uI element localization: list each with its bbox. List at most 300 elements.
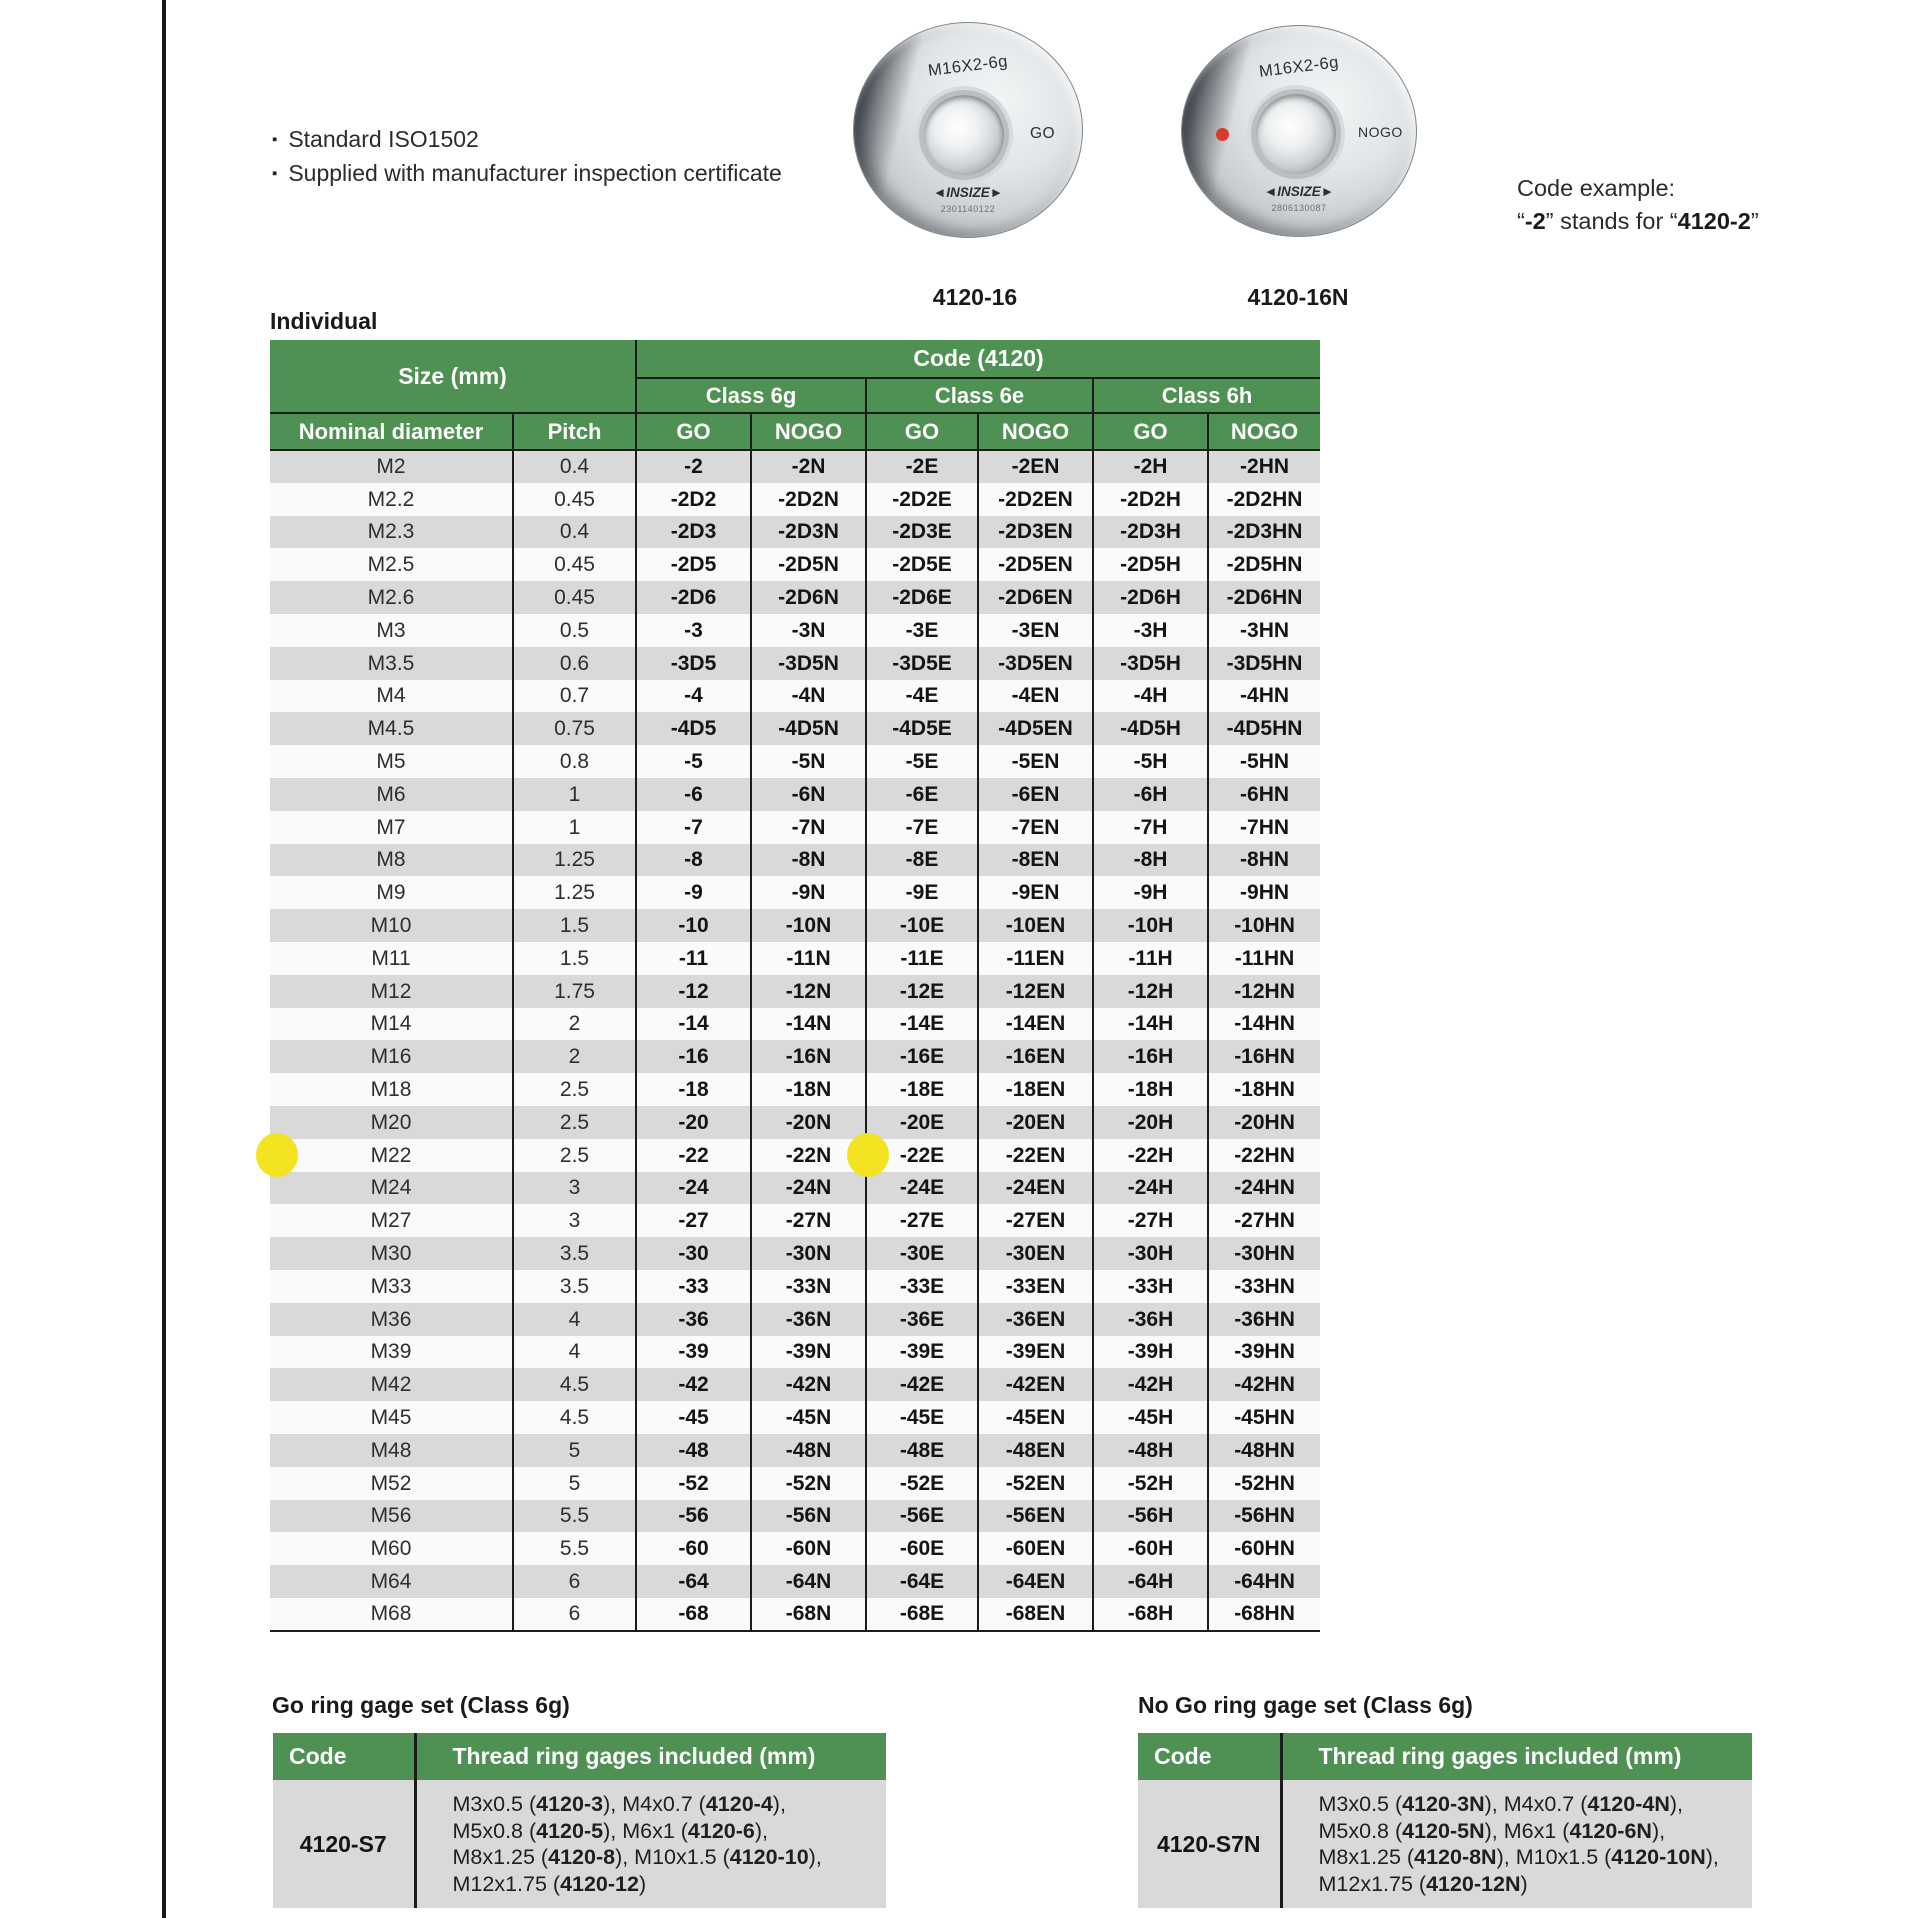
size-cell: M4: [376, 684, 406, 708]
pitch-cell: 5: [513, 1434, 636, 1467]
code-cell: -16EN: [978, 1040, 1093, 1073]
nogo-set-table: [1138, 1733, 1752, 1908]
nogo-set-gages: [1281, 1780, 1752, 1908]
code-cell: -39H: [1093, 1336, 1208, 1369]
pitch-cell: 1.25: [513, 876, 636, 909]
code-cell: -22HN: [1208, 1139, 1320, 1172]
ring-thread-hole: [1256, 94, 1336, 174]
code-cell: -30E: [866, 1237, 978, 1270]
code-cell: -33E: [866, 1270, 978, 1303]
code-cell: -52N: [751, 1467, 866, 1500]
insize-logo: ◄INSIZE►: [932, 185, 1004, 200]
code-cell: -42HN: [1208, 1368, 1320, 1401]
code-cell: -33N: [751, 1270, 866, 1303]
size-cell: M24: [370, 1176, 412, 1200]
table-row: [270, 745, 1320, 778]
code-cell: -10: [636, 909, 751, 942]
code-cell: -7H: [1093, 811, 1208, 844]
code-cell: -52HN: [1208, 1467, 1320, 1500]
code-cell: -68: [636, 1598, 751, 1631]
code-cell: -56HN: [1208, 1500, 1320, 1533]
code-cell: -56N: [751, 1500, 866, 1533]
size-cell: M22: [370, 1143, 412, 1167]
code-cell: -6H: [1093, 778, 1208, 811]
code-cell: -52H: [1093, 1467, 1208, 1500]
header-6h-go: GO: [1093, 413, 1208, 450]
pitch-cell: 3: [513, 1204, 636, 1237]
code-cell: -4EN: [978, 680, 1093, 713]
code-cell: -52EN: [978, 1467, 1093, 1500]
code-cell: -3D5: [636, 647, 751, 680]
code-cell: -60: [636, 1532, 751, 1565]
ring-serial-number: 2806130087: [1271, 203, 1327, 213]
code-cell: -64E: [866, 1565, 978, 1598]
thread-ring-gage-table: [270, 340, 1320, 1632]
code-cell: -60E: [866, 1532, 978, 1565]
code-cell: -18EN: [978, 1073, 1093, 1106]
pitch-cell: 4.5: [513, 1368, 636, 1401]
pitch-cell: 3.5: [513, 1237, 636, 1270]
size-cell: M16: [370, 1045, 412, 1069]
header-pitch: Pitch: [513, 413, 636, 450]
highlight-dot-m22-row: [256, 1133, 298, 1177]
code-cell: -52: [636, 1467, 751, 1500]
nogo-set-code: 4120-S7N: [1138, 1780, 1281, 1908]
code-cell: -60EN: [978, 1532, 1093, 1565]
code-cell: -4D5H: [1093, 712, 1208, 745]
pitch-cell: 0.4: [513, 450, 636, 483]
pitch-cell: 0.7: [513, 680, 636, 713]
code-cell: -60HN: [1208, 1532, 1320, 1565]
code-cell: -11H: [1093, 942, 1208, 975]
ring-serial-number: 2301140122: [940, 204, 996, 214]
pitch-cell: 1.75: [513, 975, 636, 1008]
code-cell: -4H: [1093, 680, 1208, 713]
code-cell: -48: [636, 1434, 751, 1467]
code-cell: -5EN: [978, 745, 1093, 778]
code-cell: -4HN: [1208, 680, 1320, 713]
code-cell: -24E: [866, 1172, 978, 1205]
code-cell: -18: [636, 1073, 751, 1106]
code-cell: -8H: [1093, 844, 1208, 877]
bullet-square-icon: ▪: [272, 165, 278, 182]
table-row: [270, 450, 1320, 483]
size-cell: M60: [370, 1537, 412, 1561]
code-cell: -3N: [751, 614, 866, 647]
code-cell: -10N: [751, 909, 866, 942]
size-cell: M39: [370, 1340, 412, 1364]
code-cell: -27EN: [978, 1204, 1093, 1237]
pitch-cell: 6: [513, 1598, 636, 1631]
pitch-cell: 4: [513, 1336, 636, 1369]
code-cell: -64EN: [978, 1565, 1093, 1598]
header-class-6e: Class 6e: [866, 378, 1093, 413]
size-cell: M2.2: [367, 487, 415, 511]
bullet-standard-text: Standard ISO1502: [288, 126, 479, 152]
code-cell: -2D5E: [866, 548, 978, 581]
code-cell: -2D6: [636, 581, 751, 614]
nogo-set-header-list: Thread ring gages included (mm): [1281, 1733, 1752, 1780]
size-cell: M27: [370, 1209, 412, 1233]
code-cell: -68EN: [978, 1598, 1093, 1631]
table-row: [270, 1040, 1320, 1073]
size-cell: M20: [370, 1110, 412, 1134]
code-cell: -24H: [1093, 1172, 1208, 1205]
table-header: [270, 340, 1320, 450]
code-cell: -16H: [1093, 1040, 1208, 1073]
code-cell: -27H: [1093, 1204, 1208, 1237]
pitch-cell: 6: [513, 1565, 636, 1598]
code-cell: -16E: [866, 1040, 978, 1073]
pitch-cell: 4: [513, 1303, 636, 1336]
bullet-standard: [272, 124, 782, 158]
gage-list-line: M3x0.5 (4120-3), M4x0.7 (4120-4),: [452, 1792, 786, 1816]
bullet-square-icon: ▪: [272, 131, 278, 148]
go-set-title: Go ring gage set (Class 6g): [272, 1692, 570, 1718]
header-6g-nogo: NOGO: [751, 413, 866, 450]
code-cell: -4D5N: [751, 712, 866, 745]
code-cell: -2HN: [1208, 450, 1320, 483]
size-cell: M6: [376, 782, 406, 806]
size-cell: M56: [370, 1504, 412, 1528]
code-cell: -33HN: [1208, 1270, 1320, 1303]
code-cell: -20HN: [1208, 1106, 1320, 1139]
code-cell: -9H: [1093, 876, 1208, 909]
ring-size-marking: M16X2-6g: [927, 52, 1009, 80]
code-cell: -5: [636, 745, 751, 778]
size-cell: M5: [376, 750, 406, 774]
nogo-red-dot: [1216, 128, 1229, 141]
code-cell: -8E: [866, 844, 978, 877]
code-cell: -9E: [866, 876, 978, 909]
table-row: [270, 516, 1320, 549]
code-cell: -18N: [751, 1073, 866, 1106]
table-row: [270, 1172, 1320, 1205]
code-cell: -36N: [751, 1303, 866, 1336]
code-cell: -2D5: [636, 548, 751, 581]
code-cell: -36E: [866, 1303, 978, 1336]
code-cell: -11E: [866, 942, 978, 975]
header-class-6h: Class 6h: [1093, 378, 1320, 413]
pitch-cell: 1: [513, 778, 636, 811]
table-row: [270, 942, 1320, 975]
code-cell: -36EN: [978, 1303, 1093, 1336]
code-cell: -2D3H: [1093, 516, 1208, 549]
code-cell: -52E: [866, 1467, 978, 1500]
code-cell: -39: [636, 1336, 751, 1369]
go-set-table: [273, 1733, 886, 1908]
code-cell: -3D5EN: [978, 647, 1093, 680]
code-cell: -30EN: [978, 1237, 1093, 1270]
code-cell: -68N: [751, 1598, 866, 1631]
code-cell: -2D6EN: [978, 581, 1093, 614]
feature-bullets: [272, 124, 782, 192]
code-cell: -22: [636, 1139, 751, 1172]
header-6e-go: GO: [866, 413, 978, 450]
code-cell: -48EN: [978, 1434, 1093, 1467]
size-cell: M11: [371, 946, 411, 970]
code-cell: -10EN: [978, 909, 1093, 942]
code-cell: -39HN: [1208, 1336, 1320, 1369]
size-cell: M2.5: [367, 553, 415, 577]
pitch-cell: 1.25: [513, 844, 636, 877]
code-cell: -27: [636, 1204, 751, 1237]
code-cell: -2D2E: [866, 483, 978, 516]
code-cell: -56E: [866, 1500, 978, 1533]
code-cell: -48H: [1093, 1434, 1208, 1467]
code-cell: -45E: [866, 1401, 978, 1434]
pitch-cell: 0.6: [513, 647, 636, 680]
table-row: [270, 909, 1320, 942]
code-cell: -3D5H: [1093, 647, 1208, 680]
code-cell: -20E: [866, 1106, 978, 1139]
code-example-title: Code example:: [1517, 175, 1676, 201]
code-cell: -45N: [751, 1401, 866, 1434]
size-cell: M4.5: [367, 717, 415, 741]
header-6g-go: GO: [636, 413, 751, 450]
size-cell: M48: [370, 1438, 412, 1462]
code-cell: -42E: [866, 1368, 978, 1401]
gage-list-line: M5x0.8 (4120-5N), M6x1 (4120-6N),: [1318, 1818, 1666, 1843]
table-row: [270, 1368, 1320, 1401]
code-cell: -20: [636, 1106, 751, 1139]
size-cell: M64: [370, 1569, 412, 1593]
code-cell: -36HN: [1208, 1303, 1320, 1336]
code-cell: -24EN: [978, 1172, 1093, 1205]
code-cell: -4E: [866, 680, 978, 713]
code-cell: -20EN: [978, 1106, 1093, 1139]
code-cell: -64N: [751, 1565, 866, 1598]
code-cell: -2D5H: [1093, 548, 1208, 581]
table-row: [270, 811, 1320, 844]
code-cell: -22E: [866, 1139, 978, 1172]
size-cell: M36: [370, 1307, 412, 1331]
code-cell: -7E: [866, 811, 978, 844]
code-cell: -6E: [866, 778, 978, 811]
code-cell: -12HN: [1208, 975, 1320, 1008]
table-row: [270, 1434, 1320, 1467]
gage-list-line: M12x1.75 (4120-12N): [1318, 1871, 1528, 1896]
code-cell: -9: [636, 876, 751, 909]
size-cell: M14: [370, 1012, 412, 1036]
code-cell: -33EN: [978, 1270, 1093, 1303]
code-cell: -39EN: [978, 1336, 1093, 1369]
header-code-group: Code (4120): [636, 340, 1320, 378]
code-cell: -2D2H: [1093, 483, 1208, 516]
code-cell: -45EN: [978, 1401, 1093, 1434]
highlight-dot-m22-6e-go: [847, 1133, 889, 1177]
pitch-cell: 5.5: [513, 1532, 636, 1565]
code-cell: -2D6E: [866, 581, 978, 614]
ring-size-marking: M16X2-6g: [1258, 53, 1340, 81]
code-cell: -7HN: [1208, 811, 1320, 844]
table-row: [270, 1532, 1320, 1565]
pitch-cell: 5.5: [513, 1500, 636, 1533]
code-cell: -30H: [1093, 1237, 1208, 1270]
code-cell: -4D5: [636, 712, 751, 745]
code-cell: -64: [636, 1565, 751, 1598]
code-cell: -2H: [1093, 450, 1208, 483]
size-cell: M52: [370, 1471, 412, 1495]
code-cell: -10E: [866, 909, 978, 942]
code-cell: -3D5HN: [1208, 647, 1320, 680]
code-cell: -11HN: [1208, 942, 1320, 975]
code-cell: -18HN: [1208, 1073, 1320, 1106]
code-cell: -7: [636, 811, 751, 844]
code-cell: -2D6H: [1093, 581, 1208, 614]
size-cell: M10: [370, 914, 412, 938]
go-set-header-list: Thread ring gages included (mm): [415, 1733, 886, 1780]
pitch-cell: 0.45: [513, 548, 636, 581]
code-cell: -14N: [751, 1008, 866, 1041]
code-cell: -2E: [866, 450, 978, 483]
code-cell: -68HN: [1208, 1598, 1320, 1631]
code-cell: -42H: [1093, 1368, 1208, 1401]
code-cell: -8HN: [1208, 844, 1320, 877]
table-row: [270, 1106, 1320, 1139]
bullet-certificate: [272, 158, 782, 192]
code-cell: -42EN: [978, 1368, 1093, 1401]
code-cell: -24N: [751, 1172, 866, 1205]
size-cell: M8: [376, 848, 406, 872]
page-left-border: [162, 0, 166, 1918]
table-row: [270, 1008, 1320, 1041]
code-cell: -20H: [1093, 1106, 1208, 1139]
size-cell: M45: [370, 1406, 412, 1429]
code-cell: -2D3HN: [1208, 516, 1320, 549]
table-row: [270, 614, 1320, 647]
code-cell: -45H: [1093, 1401, 1208, 1434]
pitch-cell: 0.4: [513, 516, 636, 549]
table-row: [270, 1204, 1320, 1237]
pitch-cell: 0.5: [513, 614, 636, 647]
code-cell: -48HN: [1208, 1434, 1320, 1467]
size-cell: M33: [370, 1274, 412, 1298]
table-row: [270, 680, 1320, 713]
pitch-cell: 2.5: [513, 1139, 636, 1172]
code-cell: -27N: [751, 1204, 866, 1237]
code-cell: -3H: [1093, 614, 1208, 647]
size-cell: M9: [376, 881, 406, 905]
pitch-cell: 3: [513, 1172, 636, 1205]
code-cell: -14: [636, 1008, 751, 1041]
pitch-cell: 2: [513, 1040, 636, 1073]
header-6h-nogo: NOGO: [1208, 413, 1320, 450]
code-cell: -2D5EN: [978, 548, 1093, 581]
code-cell: -9HN: [1208, 876, 1320, 909]
table-row: [270, 876, 1320, 909]
code-cell: -2D5HN: [1208, 548, 1320, 581]
code-cell: -4D5EN: [978, 712, 1093, 745]
code-cell: -27HN: [1208, 1204, 1320, 1237]
code-cell: -64H: [1093, 1565, 1208, 1598]
go-set-gages: [415, 1780, 886, 1908]
code-cell: -6: [636, 778, 751, 811]
size-cell: M30: [370, 1242, 412, 1266]
pitch-cell: 0.45: [513, 483, 636, 516]
gage-list-line: M3x0.5 (4120-3N), M4x0.7 (4120-4N),: [1318, 1792, 1683, 1816]
code-cell: -22H: [1093, 1139, 1208, 1172]
header-6e-nogo: NOGO: [978, 413, 1093, 450]
code-cell: -12EN: [978, 975, 1093, 1008]
table-row: [270, 844, 1320, 877]
code-cell: -7N: [751, 811, 866, 844]
code-cell: -3E: [866, 614, 978, 647]
code-cell: -11N: [751, 942, 866, 975]
size-cell: M2.6: [367, 586, 415, 610]
ring-thread-hole: [924, 95, 1004, 175]
code-cell: -5N: [751, 745, 866, 778]
table-row: [270, 1073, 1320, 1106]
code-cell: -3D5N: [751, 647, 866, 680]
insize-logo: ◄INSIZE►: [1263, 184, 1335, 199]
pitch-cell: 2: [513, 1008, 636, 1041]
code-cell: -14H: [1093, 1008, 1208, 1041]
table-row: [270, 778, 1320, 811]
table-row: [270, 1303, 1320, 1336]
code-cell: -42: [636, 1368, 751, 1401]
code-cell: -36: [636, 1303, 751, 1336]
pitch-cell: 0.45: [513, 581, 636, 614]
code-cell: -14EN: [978, 1008, 1093, 1041]
size-cell: M12: [370, 979, 412, 1003]
gage-list-line: M12x1.75 (4120-12): [452, 1871, 647, 1896]
table-row: [270, 1500, 1320, 1533]
code-cell: -11EN: [978, 942, 1093, 975]
size-cell: M7: [376, 815, 406, 839]
individual-heading: Individual: [270, 308, 378, 334]
code-cell: -16N: [751, 1040, 866, 1073]
code-cell: -2: [636, 450, 751, 483]
code-cell: -7EN: [978, 811, 1093, 844]
code-cell: -22N: [751, 1139, 866, 1172]
code-cell: -4N: [751, 680, 866, 713]
code-cell: -56EN: [978, 1500, 1093, 1533]
code-cell: -8EN: [978, 844, 1093, 877]
code-cell: -27E: [866, 1204, 978, 1237]
code-cell: -2N: [751, 450, 866, 483]
code-cell: -39E: [866, 1336, 978, 1369]
table-row: [270, 1336, 1320, 1369]
table-row: [270, 712, 1320, 745]
table-row: [270, 1139, 1320, 1172]
table-row: [270, 647, 1320, 680]
code-cell: -8N: [751, 844, 866, 877]
code-cell: -33: [636, 1270, 751, 1303]
code-cell: -45HN: [1208, 1401, 1320, 1434]
code-cell: -56: [636, 1500, 751, 1533]
code-cell: -10H: [1093, 909, 1208, 942]
go-ring-gage-image: [853, 22, 1083, 238]
code-cell: -5H: [1093, 745, 1208, 778]
code-cell: -3HN: [1208, 614, 1320, 647]
code-cell: -12N: [751, 975, 866, 1008]
code-cell: -11: [636, 942, 751, 975]
code-example-text: “-2” stands for “4120-2”: [1517, 208, 1759, 234]
go-set-code: 4120-S7: [273, 1780, 415, 1908]
pitch-cell: 3.5: [513, 1270, 636, 1303]
table-row: [270, 975, 1320, 1008]
table-row: [270, 1598, 1320, 1631]
code-cell: -3: [636, 614, 751, 647]
code-cell: -4D5E: [866, 712, 978, 745]
size-cell: M2: [376, 455, 406, 479]
code-cell: -9N: [751, 876, 866, 909]
code-cell: -10HN: [1208, 909, 1320, 942]
size-cell: M3.5: [367, 651, 415, 675]
code-cell: -39N: [751, 1336, 866, 1369]
code-cell: -16: [636, 1040, 751, 1073]
